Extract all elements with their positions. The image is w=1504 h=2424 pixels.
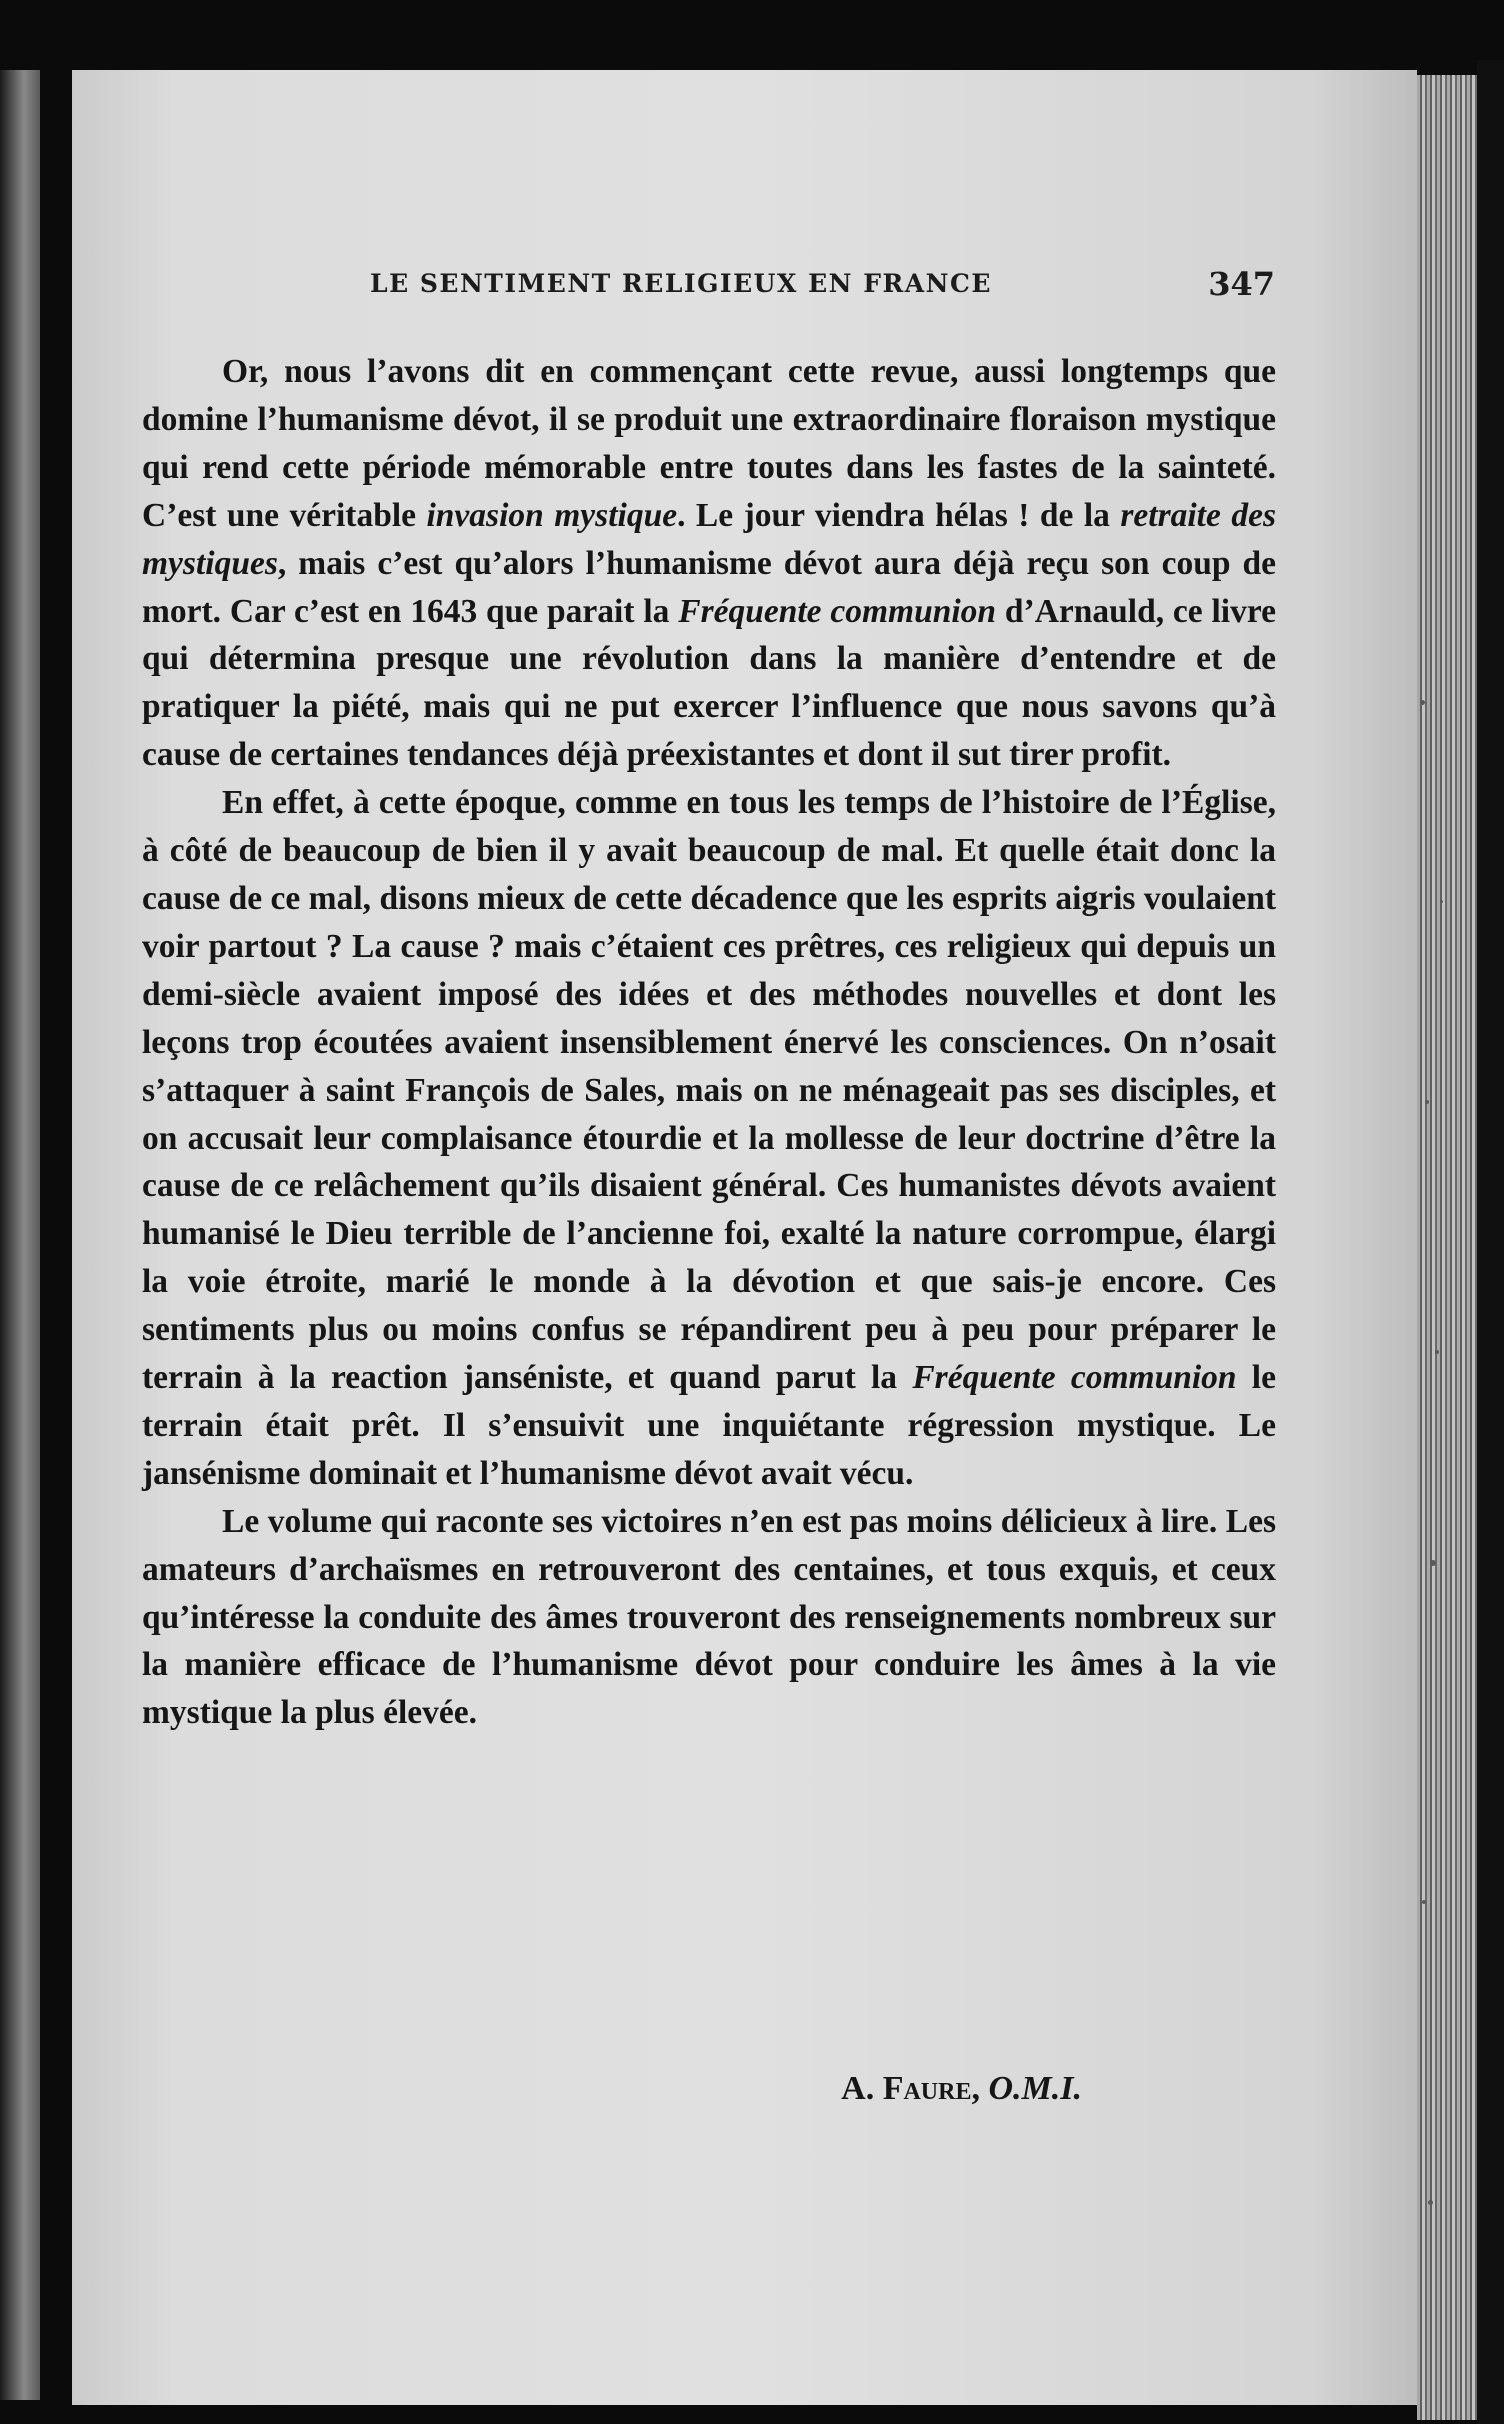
page-stack-edge [1417,75,1477,2420]
text-run: d’Arnauld, ce livre qui détermina presque une révolution dans la manière d’entendre et de pratiquer la piété, mais qui ne put exercer l’influence que nous savons qu’à cause de certaines tendances déjà préexistantes et dont il sut tirer profit. [142,592,1276,774]
scan-speck [1440,900,1443,903]
body-text [142,348,1276,1737]
text-run: En effet, à cette époque, comme en tous les temps de l’histoire de l’Église, à côté de beaucoup de bien il y avait beaucoup de mal. Et quelle était donc la cause de ce mal, disons mieux de cette décadence que les esprits aigris voulaient voir partout ? La cause ? mais c’étaient ces prêtres, ces religieux qui depuis un demi-siècle avaient imposé des idées et des méthodes nouvelles et dont les leçons trop écoutées avaient insensiblement énervé les consciences. On n’osait s’attaquer à saint François de Sales, mais on ne ménageait pas ses disciples, et on accusait leur complaisance étourdie et la mollesse de leur doctrine d’être la cause de ce relâchement qu’ils disaient général. Ces humanistes dévots avaient humanisé le Dieu terrible de l’ancienne foi, exalté la nature corrompue, élargi la voie étroite, marié le monde à la dévotion et que sais-je encore. Ces sentiments plus ou moins confus se répandirent peu à peu pour préparer le terrain à la reaction janséniste, et quand parut la [142,784,1276,1397]
text-run: . Le jour viendra hélas ! de la [677,496,1121,534]
italic-phrase: invasion mystique [426,496,678,534]
paragraph [142,348,1276,779]
paragraph [142,1498,1276,1738]
scan-speck [1425,1100,1429,1104]
scan-speck [1428,2200,1433,2205]
signature [142,2070,1082,2108]
page-number: 347 [1208,265,1275,303]
italic-phrase: Fréquente communion [678,592,997,630]
italic-phrase: retraite des mystiques [142,496,1276,582]
scan-speck [1435,1350,1439,1354]
scan-speck [1420,700,1425,705]
signature-suffix: O.M.I. [988,2070,1082,2107]
scan-speck [1430,1560,1436,1566]
text-run: le terrain était prêt. Il s’ensuivit une inquiétante régression mystique. Le jansénisme dominait et l’humanisme dévot avait vécu. [142,1359,1276,1492]
running-title: LE SENTIMENT RELIGIEUX EN FRANCE [370,269,992,298]
signature-author: A. Faure, [841,2070,980,2107]
stack-shadow [1477,60,1504,2424]
text-run: , mais c’est qu’alors l’humanisme dévot aura déjà reçu son coup de mort. Car c’est en 1643 que parait la [142,544,1276,630]
scan-speck [1422,1900,1426,1904]
running-head [370,265,1275,305]
text-run: Le volume qui raconte ses victoires n’en est pas moins délicieux à lire. Les amateurs d’archaïsmes en retrouveront des centaines, et tous exquis, et ceux qu’intéresse la conduite des âmes trouveront des renseignements nombreux sur la manière efficace de l’humanisme dévot pour conduire les âmes à la vie mystique la plus élevée. [142,1502,1276,1732]
text-run: Or, nous l’avons dit en commençant cette revue, aussi longtemps que domine l’humanisme dévot, il se produit une extraordinaire floraison mystique qui rend cette période mémorable entre toutes dans les fastes de la sainteté. C’est une véritable [142,353,1276,534]
italic-phrase: Fréquente communion [912,1359,1237,1397]
left-page-edge [0,70,40,2400]
paragraph [142,779,1276,1498]
